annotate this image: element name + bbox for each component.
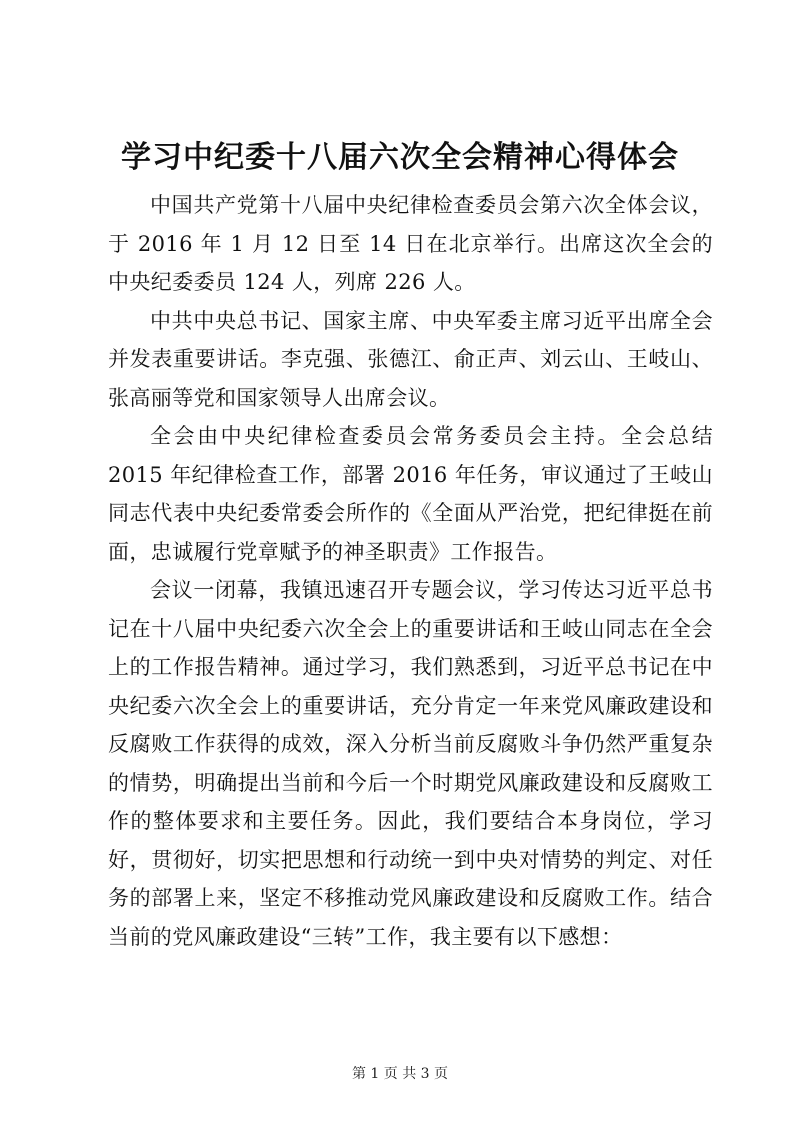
paragraph-3: 全会由中央纪律检查委员会常务委员会主持。全会总结 2015 年纪律检查工作，部署 2016 年任务，审议通过了王岐山同志代表中央纪委常委会所作的《全面从严治党，把纪律挺在前面，忠诚履行党章赋予的神圣职责》工作报告。	[108, 424, 713, 564]
document-title: 学习中纪委十八届六次全会精神心得体会	[121, 140, 679, 175]
paragraph-4: 会议一闭幕，我镇迅速召开专题会议，学习传达习近平总书记在十八届中央纪委六次全会上的重要讲话和王岐山同志在全会上的工作报告精神。通过学习，我们熟悉到，习近平总书记在中央纪委六次全会上的重要讲话，充分肯定一年来党风廉政建设和反腐败工作获得的成效，深入分析当前反腐败斗争仍然严重复杂的情势，明确提出当前和今后一个时期党风廉政建设和反腐败工作的整体要求和主要任务。因此，我们要结合本身岗位，学习好，贯彻好，切实把思想和行动统一到中央对情势的判定、对任务的部署上来，坚定不移推动党风廉政建设和反腐败工作。结合当前的党风廉政建设“三转”工作，我主要有以下感想：	[108, 578, 713, 949]
document-body	[108, 186, 713, 956]
paragraph-2: 中共中央总书记、国家主席、中央军委主席习近平出席全会并发表重要讲话。李克强、张德江、俞正声、刘云山、王岐山、张高丽等党和国家领导人出席会议。	[108, 308, 713, 410]
paragraph-1: 中国共产党第十八届中央纪律检查委员会第六次全体会议，于 2016 年 1 月 12 日至 14 日在北京举行。出席这次全会的中央纪委委员 124 人，列席 226 人。	[108, 193, 713, 294]
page-footer: 第 1 页 共 3 页	[351, 1066, 449, 1082]
